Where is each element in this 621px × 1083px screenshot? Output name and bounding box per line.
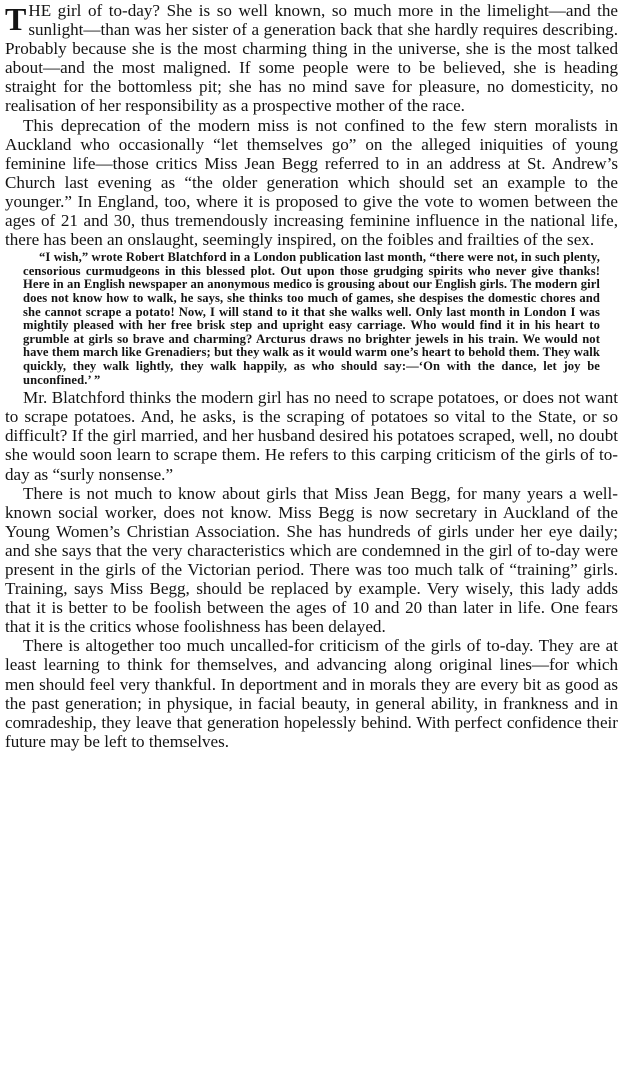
intro-paragraph: [5, 1, 618, 116]
paragraph-blatchford: Mr. Blatchford thinks the modern girl has no need to scrape potatoes, or does not want to scrape potatoes. And, he asks, is the scraping of potatoes so vital to the State, or so difficult? If the girl married, and her husband desired his potatoes scraped, well, no doubt she would soon learn to scrape them. He refers to this carping criticism of the girls of to-day as “surly nonsense.”: [5, 388, 618, 484]
paragraph-deprecation: This deprecation of the modern miss is not confined to the few stern moralists in Auckland who occasionally “let themselves go” on the alleged iniquities of young feminine life—those critics Miss Jean Begg referred to in an address at St. Andrew’s Church last evening as “the older generation which should set an example to the younger.” In England, too, where it is proposed to give the vote to women between the ages of 21 and 30, thus tremendously increasing feminine influence in the national life, there has been an onslaught, seemingly inspired, on the foibles and frailties of the sex.: [5, 115, 618, 250]
drop-cap: T: [5, 1, 27, 37]
blatchford-quote: “I wish,” wrote Robert Blatchford in a London publication last month, “there were not, in such plenty, censorious curmudgeons in this blessed plot. Out upon those grudging spirits who never give thanks! Here in an English newspaper an anonymous medico is grousing about our English girls. The modern girl does not know how to walk, he says, she thinks too much of games, she despises the domestic chores and she cannot scrape a potato! Now, I will stand to it that she walks well. Only last month in London I was mightily pleased with her free brisk step and upright easy carriage. Who would find it in his heart to grumble at girls so brave and charming? Arcturus draws no brighter jewels in his train. We would not have them march like Grenadiers; but they walk as it would warm one’s heart to behold them. They walk quickly, they walk lightly, they walk happily, as who should say:—‘On with the dance, let joy be unconfined.’ ”: [23, 250, 600, 387]
paragraph-conclusion: There is altogether too much uncalled-for criticism of the girls of to-day. They are at least learning to think for themselves, and advancing along original lines—for which men should feel very thankful. In deportment and in morals they are every bit as good as the past generation; in physique, in facial beauty, in general ability, in frankness and in comradeship, they leave that generation hopelessly behind. With perfect confidence their future may be left to themselves.: [5, 636, 618, 751]
intro-text: HE girl of to-day? She is so well known, so much more in the limelight—and the sunlight—than was her sister of a generation back that she hardly requires describing. Probably because she is the most charming thing in the universe, she is the most talked about—and the most maligned. If some people were to be believed, she is heading straight for the bottomless pit; she has no mind save for pleasure, no domesticity, no realisation of her responsibility as a prospective mother of the race.: [5, 1, 618, 116]
paragraph-miss-begg: There is not much to know about girls that Miss Jean Begg, for many years a well-known social worker, does not know. Miss Begg is now secretary in Auckland of the Young Women’s Christian Association. She has hundreds of girls under her eye daily; and she says that the very characteristics which are condemned in the girl of to-day were present in the girls of the Victorian period. There was too much talk of “training” girls. Training, says Miss Begg, should be replaced by example. Very wisely, this lady adds that it is better to be foolish between the ages of 10 and 20 than later in life. One fears that it is the critics whose foolishness has been delayed.: [5, 483, 618, 637]
